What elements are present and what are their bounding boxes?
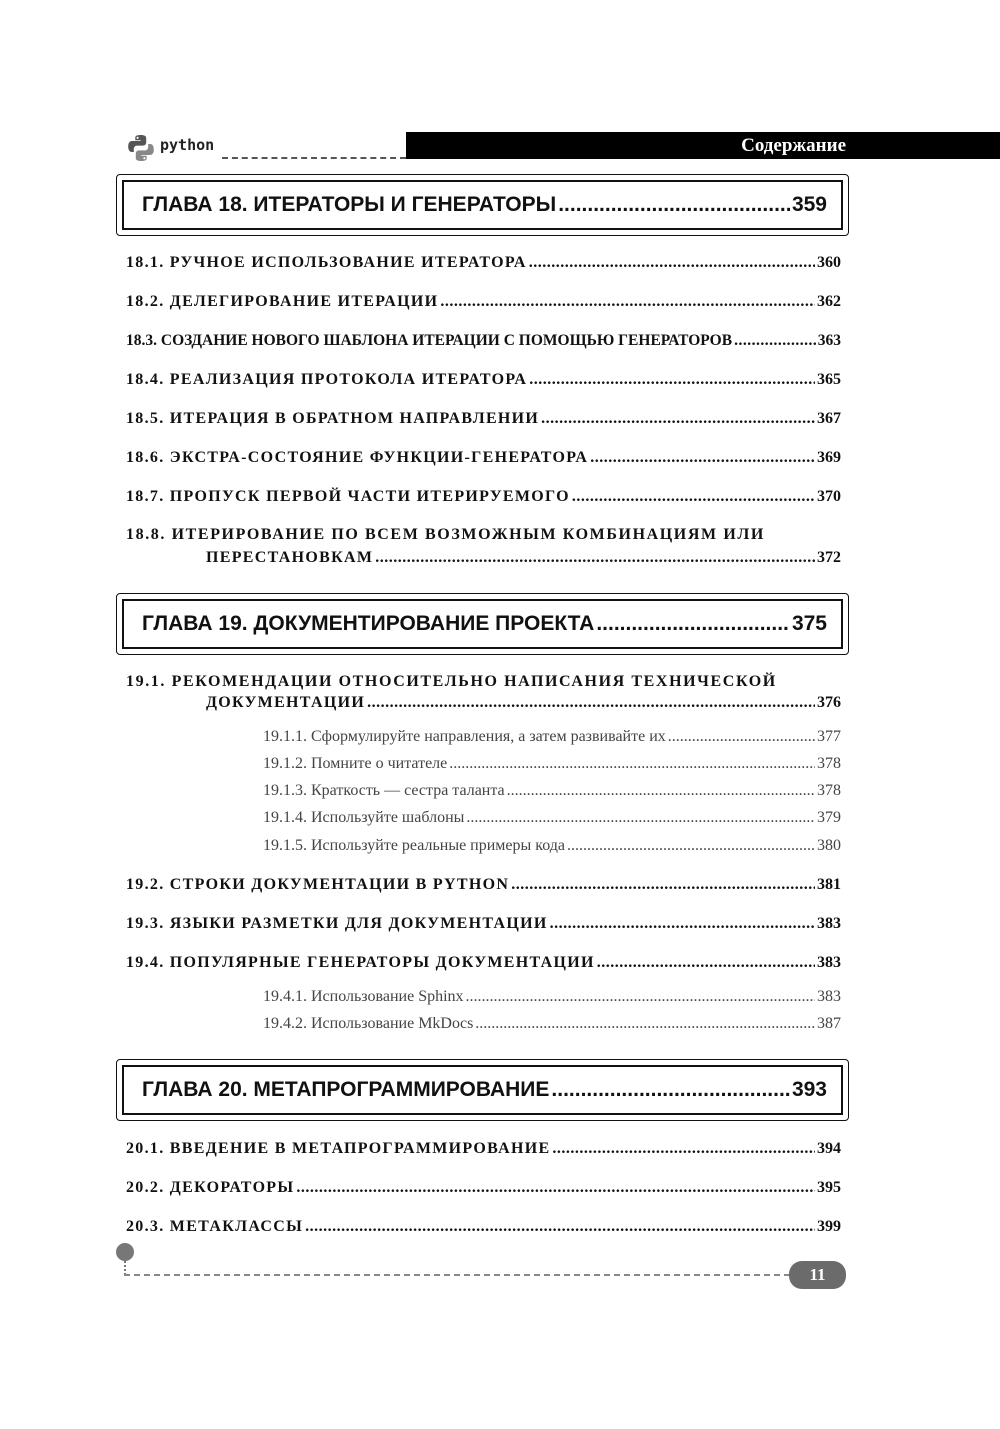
toc-entry-title: 18.4. РЕАЛИЗАЦИЯ ПРОТОКОЛА ИТЕРАТОРА <box>126 371 528 388</box>
toc-entry-page: 367 <box>817 410 841 427</box>
footer-connector <box>124 1261 126 1275</box>
toc-subentry[interactable] <box>263 837 841 855</box>
footer-divider <box>124 1274 790 1276</box>
toc-subentry-title: 19.1.1. Сформулируйте направления, а затем развивайте их <box>263 728 666 745</box>
toc-entry-title: 19.3. ЯЗЫКИ РАЗМЕТКИ ДЛЯ ДОКУМЕНТАЦИИ <box>126 915 548 932</box>
toc-entry[interactable] <box>126 488 841 506</box>
dot-leader <box>466 809 815 827</box>
chapter-page: 375 <box>791 612 827 635</box>
toc-subentry[interactable] <box>263 728 841 746</box>
python-logo-icon <box>127 134 155 162</box>
chapter-page: 359 <box>791 193 827 216</box>
toc-subentry-title: 19.4.2. Использование MkDocs <box>263 1015 474 1032</box>
toc-entry-title: 18.2. ДЕЛЕГИРОВАНИЕ ИТЕРАЦИИ <box>126 293 439 310</box>
dot-leader <box>567 837 815 855</box>
toc-entry[interactable] <box>126 1179 841 1197</box>
toc-entry-title: 18.1. РУЧНОЕ ИСПОЛЬЗОВАНИЕ ИТЕРАТОРА <box>126 254 527 271</box>
dot-leader <box>466 988 815 1006</box>
toc-subentry-page: 378 <box>817 782 841 799</box>
toc-entry[interactable] <box>126 1140 841 1158</box>
toc-entry[interactable] <box>126 410 841 428</box>
dot-leader <box>511 876 815 894</box>
header-brand: python <box>160 136 215 154</box>
dot-leader <box>296 1179 815 1197</box>
dot-leader <box>440 293 815 311</box>
chapter-title: ГЛАВА 18. ИТЕРАТОРЫ И ГЕНЕРАТОРЫ <box>142 193 557 216</box>
toc-entry-page: 370 <box>817 488 841 505</box>
toc-entry-title-line2: ДОКУМЕНТАЦИИ <box>206 694 366 711</box>
toc-subentry[interactable] <box>263 782 841 800</box>
header-divider <box>222 157 406 159</box>
toc-entry-page: 394 <box>817 1140 841 1157</box>
toc-subentry-page: 380 <box>817 837 841 854</box>
toc-entry[interactable] <box>126 293 841 311</box>
toc-entry-page: 372 <box>817 549 841 566</box>
chapter-page: 393 <box>791 1078 827 1101</box>
dot-leader <box>449 755 815 773</box>
toc-entry-page: 399 <box>817 1218 841 1235</box>
dot-leader <box>572 488 815 506</box>
dot-leader <box>475 1015 815 1033</box>
toc-entry-title: 19.2. СТРОКИ ДОКУМЕНТАЦИИ В PYTHON <box>126 876 510 893</box>
toc-entry-title: 18.6. ЭКСТРА-СОСТОЯНИЕ ФУНКЦИИ-ГЕНЕРАТОРА <box>126 449 589 466</box>
header-title: Содержание <box>741 135 846 156</box>
dot-leader <box>558 193 790 217</box>
chapter-18-box[interactable] <box>116 174 849 236</box>
toc-entry-page: 360 <box>817 254 841 271</box>
dot-leader <box>668 728 815 746</box>
dot-leader <box>551 1078 790 1102</box>
dot-leader <box>529 371 815 389</box>
dot-leader <box>375 549 815 567</box>
toc-subentry-title: 19.1.4. Используйте шаблоны <box>263 809 465 826</box>
toc-subentry[interactable] <box>263 988 841 1006</box>
dot-leader <box>597 954 815 972</box>
dot-leader <box>305 1218 815 1236</box>
toc-entry[interactable] <box>126 876 841 894</box>
toc-entry-title: 20.3. МЕТАКЛАССЫ <box>126 1218 304 1235</box>
toc-entry-title: 20.2. ДЕКОРАТОРЫ <box>126 1179 295 1196</box>
toc-subentry-title: 19.1.5. Используйте реальные примеры кода <box>263 837 566 854</box>
toc-entry-title: 18.5. ИТЕРАЦИЯ В ОБРАТНОМ НАПРАВЛЕНИИ <box>126 410 540 427</box>
chapter-title: ГЛАВА 20. МЕТАПРОГРАММИРОВАНИЕ <box>142 1078 550 1101</box>
toc-entry[interactable] <box>126 1218 841 1236</box>
toc-entry-title: 18.7. ПРОПУСК ПЕРВОЙ ЧАСТИ ИТЕРИРУЕМОГО <box>126 488 570 505</box>
toc-entry-title: 20.1. ВВЕДЕНИЕ В МЕТАПРОГРАММИРОВАНИЕ <box>126 1140 551 1157</box>
toc-entry-title: 18.3. СОЗДАНИЕ НОВОГО ШАБЛОНА ИТЕРАЦИИ С ПОМОЩЬЮ ГЕНЕРАТОРОВ <box>126 332 733 349</box>
dot-leader <box>550 915 815 933</box>
dot-leader <box>596 612 790 636</box>
toc-subentry-title: 19.1.3. Краткость — сестра таланта <box>263 782 505 799</box>
dot-leader <box>367 694 815 712</box>
page-number-badge: 11 <box>789 1261 846 1289</box>
toc-entry-page: 381 <box>817 876 841 893</box>
header-bar <box>406 132 1000 159</box>
chapter-19-box[interactable] <box>116 593 849 655</box>
toc-subentry-title: 19.1.2. Помните о читателе <box>263 755 448 772</box>
dot-leader <box>529 254 815 272</box>
dot-leader <box>541 410 815 428</box>
toc-entry[interactable] <box>126 449 841 467</box>
toc-entry[interactable] <box>126 371 841 389</box>
toc-entry[interactable] <box>126 915 841 933</box>
toc-entry-page: 395 <box>817 1179 841 1196</box>
toc-entry-title-line1[interactable]: 18.8. ИТЕРИРОВАНИЕ ПО ВСЕМ ВОЗМОЖНЫМ КОМБИНАЦИЯМ ИЛИ <box>126 526 765 543</box>
toc-entry[interactable] <box>206 549 841 567</box>
toc-entry-page: 365 <box>817 371 841 388</box>
dot-leader <box>734 332 816 350</box>
toc-subentry-page: 383 <box>817 988 841 1005</box>
toc-entry-page: 363 <box>817 332 841 349</box>
toc-entry[interactable] <box>126 254 841 272</box>
toc-subentry[interactable] <box>263 809 841 827</box>
toc-entry-title: 19.4. ПОПУЛЯРНЫЕ ГЕНЕРАТОРЫ ДОКУМЕНТАЦИИ <box>126 954 595 971</box>
toc-subentry-page: 379 <box>817 809 841 826</box>
toc-subentry[interactable] <box>263 755 841 773</box>
toc-entry-page: 383 <box>817 915 841 932</box>
dot-leader <box>507 782 815 800</box>
toc-entry-title-line1[interactable]: 19.1. РЕКОМЕНДАЦИИ ОТНОСИТЕЛЬНО НАПИСАНИЯ ТЕХНИЧЕСКОЙ <box>126 673 777 690</box>
dot-leader <box>552 1140 815 1158</box>
dot-leader <box>590 449 815 467</box>
toc-entry-page: 369 <box>817 449 841 466</box>
footer-bullet-icon <box>116 1243 134 1261</box>
toc-entry-page: 376 <box>817 694 841 711</box>
toc-entry[interactable] <box>126 332 841 350</box>
toc-entry-title-line2: ПЕРЕСТАНОВКАМ <box>206 549 374 566</box>
toc-entry-page: 383 <box>817 954 841 971</box>
toc-entry[interactable] <box>206 694 841 712</box>
toc-subentry-page: 387 <box>817 1015 841 1032</box>
toc-subentry-title: 19.4.1. Использование Sphinx <box>263 988 464 1005</box>
toc-subentry-page: 378 <box>817 755 841 772</box>
toc-subentry[interactable] <box>263 1015 841 1033</box>
toc-subentry-page: 377 <box>817 728 841 745</box>
toc-entry[interactable] <box>126 954 841 972</box>
chapter-title: ГЛАВА 19. ДОКУМЕНТИРОВАНИЕ ПРОЕКТА <box>142 612 595 635</box>
chapter-20-box[interactable] <box>116 1059 849 1121</box>
toc-entry-page: 362 <box>817 293 841 310</box>
